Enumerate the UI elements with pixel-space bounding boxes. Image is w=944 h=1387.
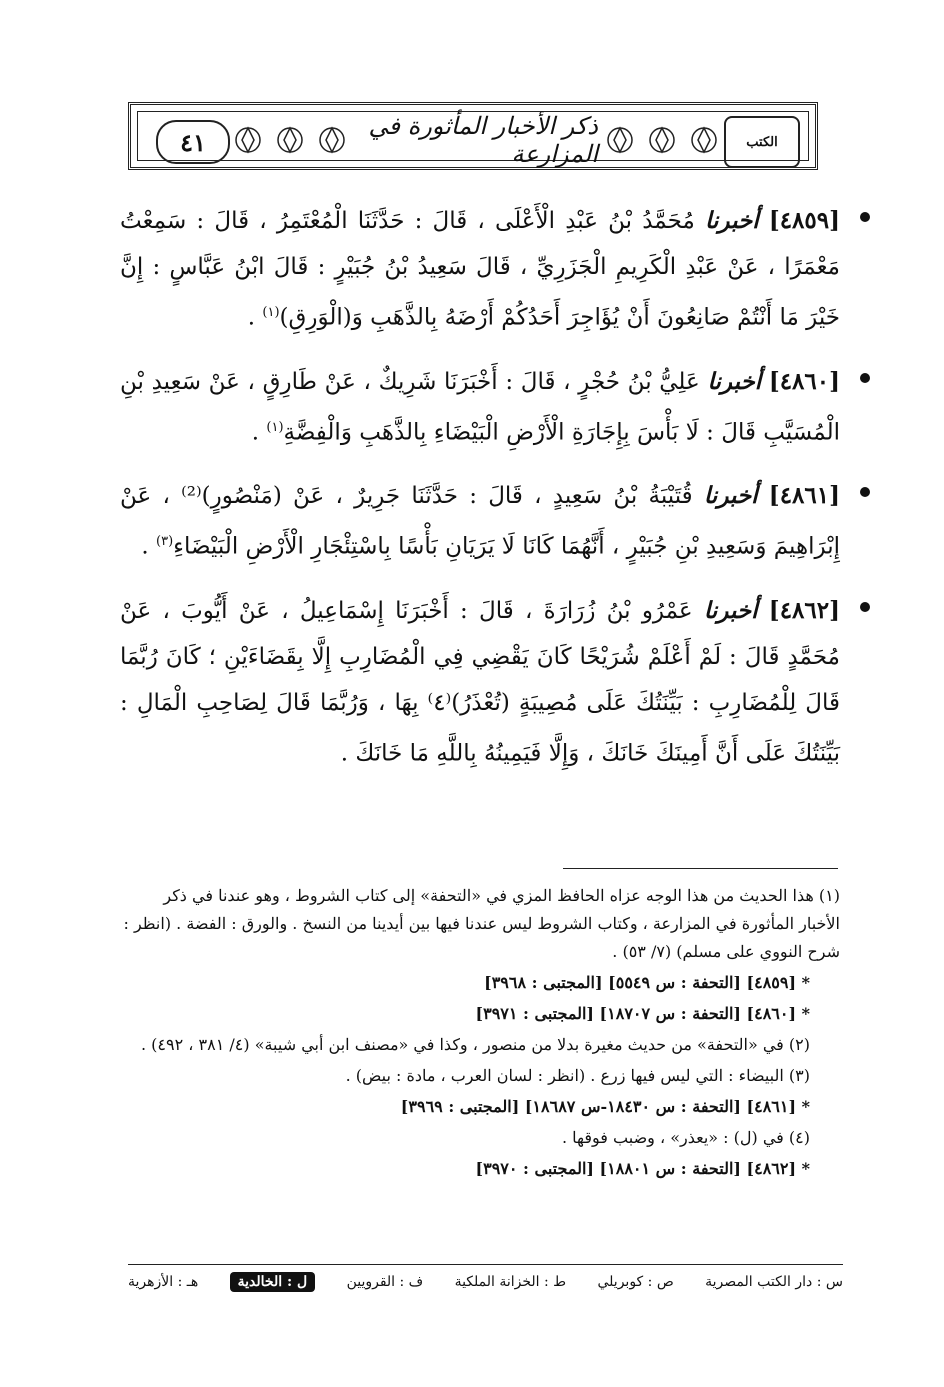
- hadith-opening: أخبرنا: [703, 596, 758, 624]
- reference-4861: * [٤٨٦١] [التحفة : س ١٨٤٣٠-س ١٨٦٨٧] [المجتبى : ٣٩٦٩]: [400, 1097, 810, 1116]
- footnote-4: (٤) في (ل) : «يعذر» ، وضبب فوقها .: [561, 1128, 810, 1147]
- legend-divider: [128, 1264, 843, 1265]
- header-title: ذكر الأخبار المأثورة في المزارعة: [368, 112, 598, 168]
- legend-item: ف : القرويين: [346, 1274, 424, 1290]
- legend-item: ص : كوبريلي: [597, 1274, 674, 1290]
- hadith-end: .: [340, 740, 356, 767]
- page-number: ٤١: [156, 120, 230, 164]
- hadith-opening: أخبرنا: [707, 367, 762, 395]
- bullet-icon: [860, 373, 870, 383]
- hadith-4860: [120, 359, 840, 456]
- hadith-4861: [120, 473, 840, 570]
- hadith-text: قُتَيْبَةُ بْنُ سَعِيدٍ ، قَالَ : حَدَّثَنَا جَرِيرٌ ، عَنْ (مَنْصُورٍ)⁽²⁾ ، عَنْ إِبْرَاهِيمَ وَسَعِيدِ بْنِ جُبَيْرٍ ، أَنَّهُمَا كَانَا لَا يَرَيَانِ بَأْسًا بِاسْتِئْجَارِ الْأَرْضِ الْبَيْضَاءِ: [120, 483, 840, 560]
- hadith-end: .: [251, 419, 267, 446]
- footnotes: [118, 882, 840, 1186]
- footnote-marker: (١): [262, 305, 280, 320]
- hadith-number: [٤٨٦٢]: [768, 596, 840, 624]
- legend-item: س : دار الكتب المصرية: [705, 1274, 843, 1290]
- reference-4862: * [٤٨٦٢] [التحفة : س ١٨٨٠١] [المجتبى : ٣٩٧٠]: [475, 1159, 810, 1178]
- footnote-3: (٣) البيضاء : التي ليس فيها زرع . (انظر : لسان العرب ، مادة : بيض) .: [345, 1066, 810, 1085]
- hadith-4862: [120, 588, 840, 777]
- hadith-text: مُحَمَّدُ بْنُ عَبْدِ الْأَعْلَى ، قَالَ : حَدَّثَنَا الْمُعْتَمِرُ ، قَالَ : سَمِعْتُ مَعْمَرًا ، عَنْ عَبْدِ الْكَرِيمِ الْجَزَرِيِّ ، قَالَ سَعِيدُ بْنُ جُبَيْرٍ : قَالَ ابْنُ عَبَّاسٍ : إِنَّ خَيْرَ مَا أَنْتُمْ صَانِعُونَ أَنْ يُؤَاجِرَ أَحَدُكُمْ أَرْضَهُ بِالذَّهَبِ وَ(الْوَرِقِ): [120, 208, 840, 331]
- legend-item-highlighted: ل : الخالدية: [230, 1272, 316, 1292]
- reference-4859: * [٤٨٥٩] [التحفة : س ٥٥٤٩] [المجتبى : ٣٩٦٨]: [484, 973, 810, 992]
- page-header: [128, 102, 818, 170]
- manuscript-legend: [128, 1272, 843, 1292]
- ornament-icon: [602, 122, 722, 158]
- footnote-marker: (٣): [156, 534, 174, 550]
- hadith-list: [120, 198, 840, 795]
- bullet-icon: [860, 487, 870, 497]
- legend-item: هـ : الأزهرية: [128, 1274, 199, 1290]
- reference-4860: * [٤٨٦٠] [التحفة : س ١٨٧٠٧] [المجتبى : ٣٩٧١]: [475, 1004, 810, 1023]
- bullet-icon: [860, 212, 870, 222]
- hadith-end: .: [141, 533, 157, 560]
- footnote-divider: [563, 868, 838, 869]
- hadith-4859: [120, 198, 840, 341]
- footnote-marker: (١): [266, 419, 284, 435]
- footnote-1: (١) هذا الحديث من هذا الوجه عزاه الحافظ المزي في «التحفة» إلى كتاب الشروط ، وهو عندنا في ذكر الأخبار المأثورة في المزارعة ، وكتاب الشروط ليس عندنا فيها بين أيدينا من النسخ . والورق : الفضة . (انظر : شرح النووي على مسلم) (٧/ ٥٣) .: [123, 886, 840, 961]
- ornament-icon: [230, 122, 350, 158]
- book-logo: الكتب: [724, 116, 800, 168]
- hadith-opening: أخبرنا: [703, 482, 758, 510]
- hadith-number: [٤٨٥٩]: [768, 207, 841, 234]
- hadith-number: [٤٨٦٠]: [768, 367, 841, 395]
- header-frame: [137, 111, 809, 168]
- bullet-icon: [860, 602, 870, 612]
- hadith-end: .: [247, 304, 263, 331]
- legend-item: ط : الخزانة الملكية: [454, 1274, 567, 1290]
- hadith-text: عَمْرُو بْنُ زُرَارَةَ ، قَالَ : أَخْبَرَنَا إِسْمَاعِيلُ ، عَنْ أَيُّوبَ ، عَنْ مُحَمَّدٍ قَالَ : لَمْ أَعْلَمْ شُرَيْحًا كَانَ يَقْضِي فِي الْمُضَارِبِ إِلَّا بِقَضَاءَيْنِ ؛ كَانَ رُبَّمَا قَالَ لِلْمُضَارِبِ : بَيِّنَتُكَ عَلَى مُصِيبَةٍ (تُعْذَرُ)⁽٤⁾ بِهَا ، وَرُبَّمَا قَالَ لِصَاحِبِ الْمَالِ : بَيِّنَتُكَ عَلَى أَنَّ أَمِينَكَ خَانَكَ ، وَإِلَّا فَيَمِينُهُ بِاللَّهِ مَا خَانَكَ: [120, 597, 840, 767]
- hadith-number: [٤٨٦١]: [768, 482, 840, 510]
- hadith-text: عَلِيُّ بْنُ حُجْرٍ ، قَالَ : أَخْبَرَنَا شَرِيكٌ ، عَنْ طَارِقٍ ، عَنْ سَعِيدِ بْنِ الْمُسَيَّبِ قَالَ : لَا بَأْسَ بِإِجَارَةِ الْأَرْضِ الْبَيْضَاءِ بِالذَّهَبِ وَالْفِضَّةِ: [120, 368, 840, 446]
- hadith-opening: أخبرنا: [704, 207, 759, 234]
- footnote-2: (٢) في «التحفة» من حديث مغيرة بدلا من منصور ، وكذا في «مصنف ابن أبي شيبة» (٤/ ٣٨١ ، ٤٩٢) .: [140, 1035, 810, 1054]
